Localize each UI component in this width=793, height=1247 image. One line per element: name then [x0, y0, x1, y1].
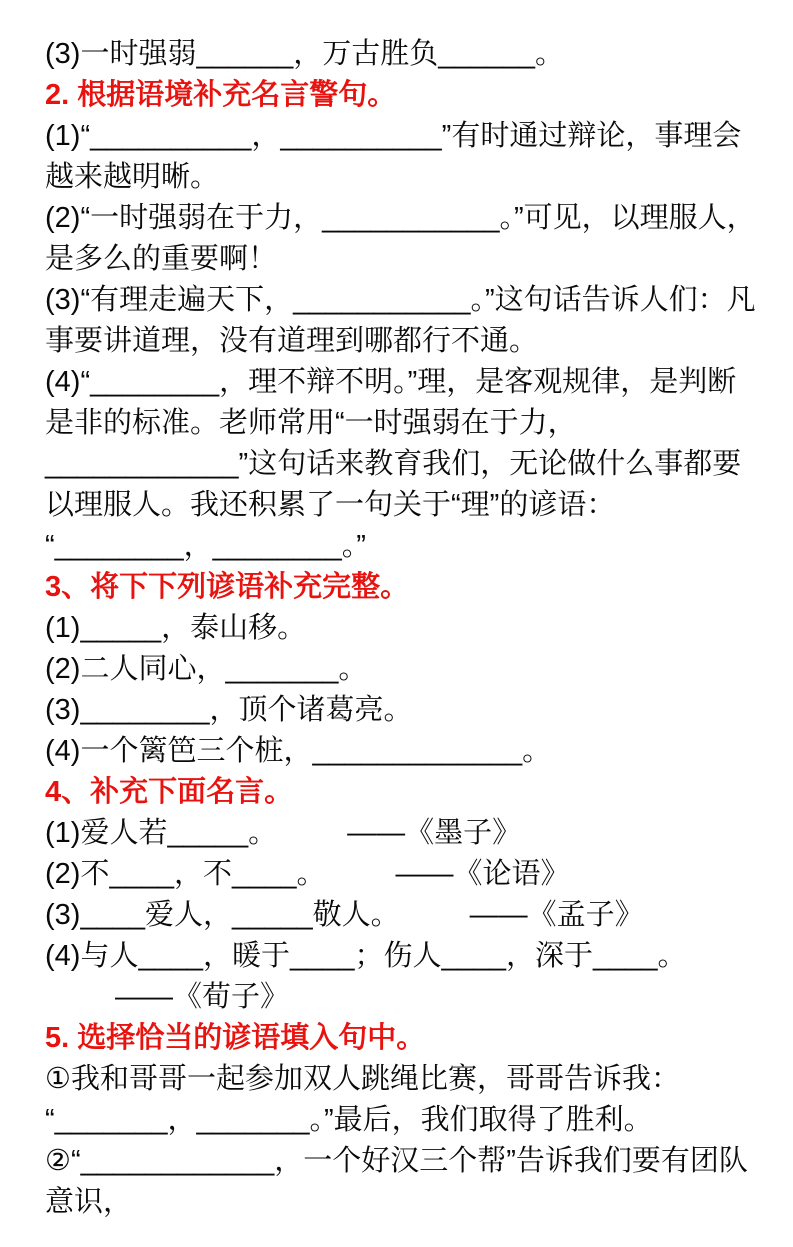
section-header-text: 2. 根据语境补充名言警句。: [45, 79, 397, 111]
question-text: (4)“________，理不辩不明。”理，是客观规律，是判断是非的标准。老师常用“一时强弱在于力，____________”这句话来教育我们，无论做什么事都要以理服人。我还积累了一句关于“理”的谚语：“________，________。”: [45, 366, 742, 562]
section-header-text: 4、补充下面名言。: [45, 776, 294, 808]
question-text: (3)________，顶个诸葛亮。: [45, 694, 413, 726]
question-text: ①我和哥哥一起参加双人跳绳比赛，哥哥告诉我：“_______，_______。”最后，我们取得了胜利。: [45, 1063, 680, 1136]
section-header: [45, 1018, 757, 1059]
question-line: [45, 854, 757, 895]
question-text: (3)“有理走遍天下，___________。”这句话告诉人们：凡事要讲道理，没有道理到哪都行不通。: [45, 284, 756, 357]
quote-source: ——《论语》: [395, 858, 570, 890]
quote-source: ——《墨子》: [347, 817, 522, 849]
question-line: [45, 362, 757, 567]
quote-source: ——《荀子》: [115, 981, 290, 1013]
question-text: ②“____________，一个好汉三个帮”告诉我们要有团队意识，: [45, 1145, 748, 1218]
question-line: [45, 1141, 757, 1223]
question-line: [45, 116, 757, 198]
question-text: (3)____爱人，_____敬人。: [45, 899, 400, 931]
question-line: [45, 936, 757, 1018]
question-line: [45, 608, 757, 649]
question-text: (4)一个篱笆三个桩，_____________。: [45, 735, 552, 767]
question-line: [45, 649, 757, 690]
question-line: [45, 198, 757, 280]
question-line: [45, 895, 757, 936]
question-text: (2)不____，不____。: [45, 858, 326, 890]
section-header-text: 3、将下下列谚语补充完整。: [45, 571, 410, 603]
section-header: [45, 75, 757, 116]
question-line: [45, 34, 757, 75]
question-text: (1)爱人若_____。: [45, 817, 278, 849]
question-line: [45, 690, 757, 731]
section-header-text: 5. 选择恰当的谚语填入句中。: [45, 1022, 426, 1054]
section-header: [45, 567, 757, 608]
question-text: (4)与人____，暖于____；伤人____，深于____。: [45, 940, 687, 972]
question-text: (1)_____，泰山移。: [45, 612, 307, 644]
question-line: [45, 280, 757, 362]
question-line: [45, 813, 757, 854]
section-header: [45, 772, 757, 813]
question-line: [45, 1059, 757, 1141]
question-line: [45, 731, 757, 772]
question-text: (2)“一时强弱在于力，___________。”可见，以理服人，是多么的重要啊！: [45, 202, 756, 275]
question-text: (1)“__________，__________”有时通过辩论，事理会越来越明晰。: [45, 120, 742, 193]
question-text: (2)二人同心，_______。: [45, 653, 368, 685]
question-text: (3)一时强弱______，万古胜负______。: [45, 38, 564, 70]
quote-source: ——《孟子》: [469, 899, 644, 931]
